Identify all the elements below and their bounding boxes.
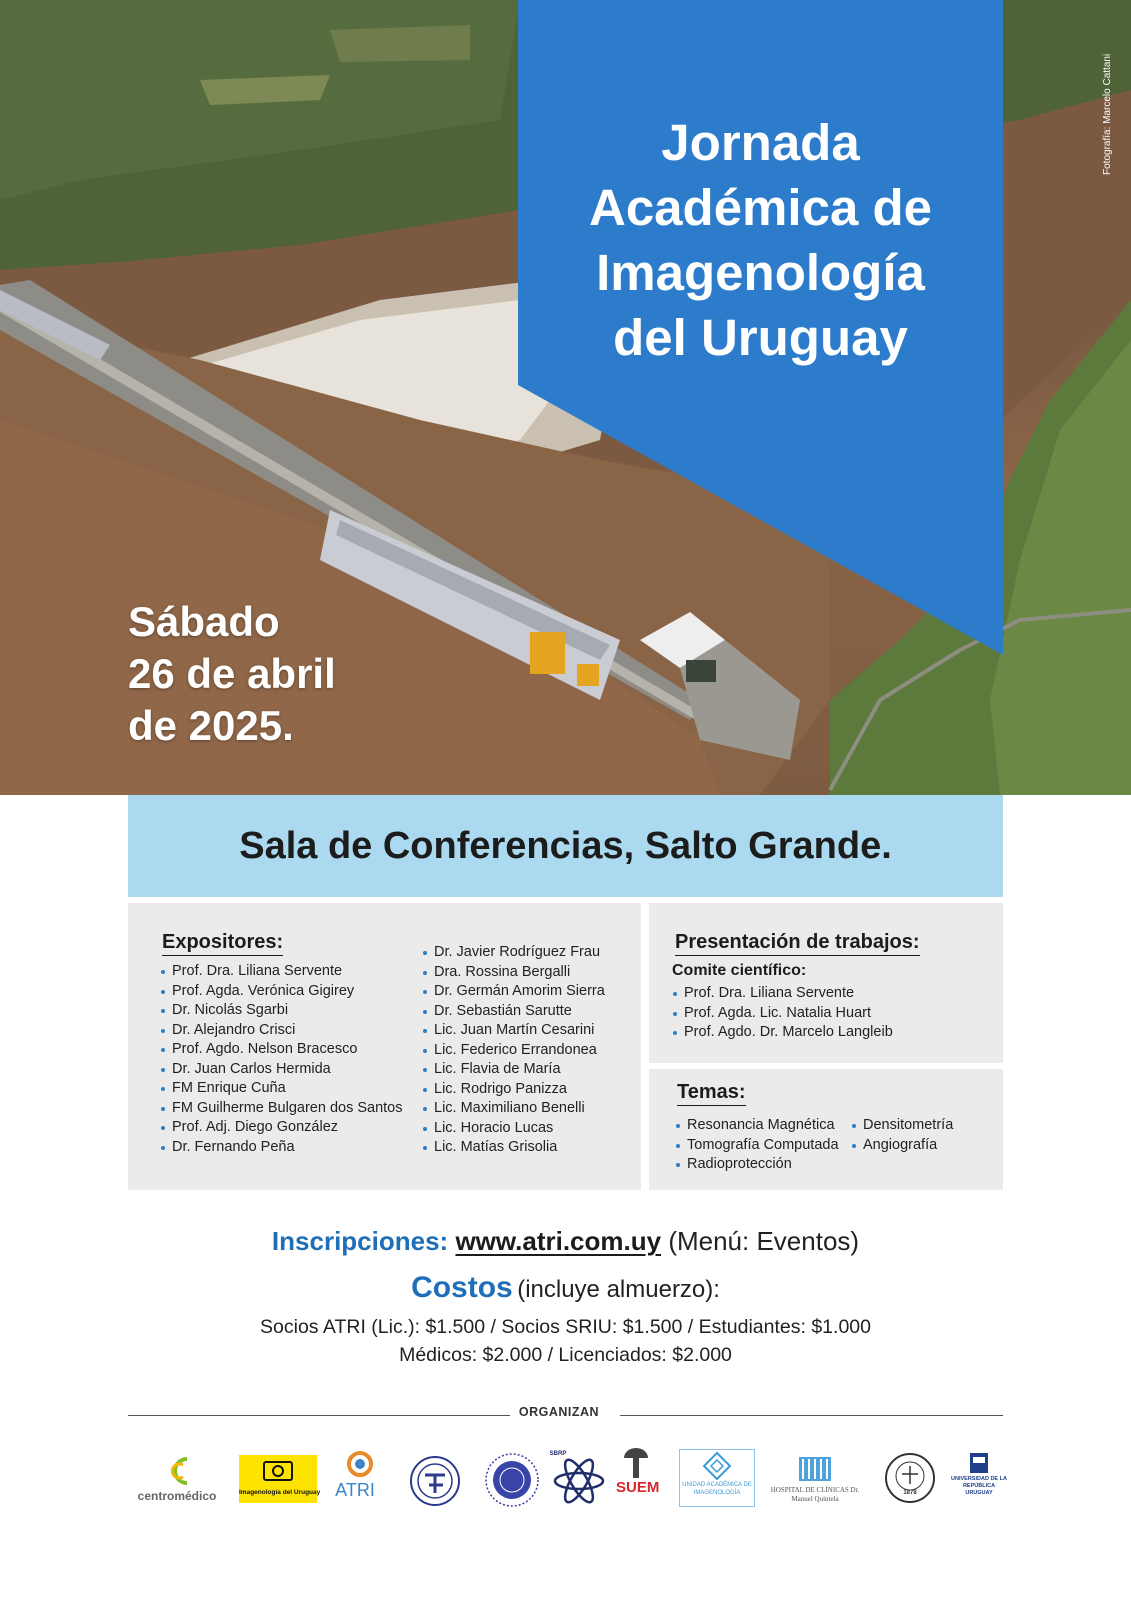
- hero-photo: [0, 0, 1131, 795]
- atom-icon: [548, 1449, 606, 1507]
- imagenologia-text: Imagenología del Uruguay: [239, 1489, 321, 1496]
- udelar-text: UNIVERSIDAD DE LA REPÚBLICA URUGUAY: [951, 1476, 1007, 1496]
- list-item: Prof. Agda. Verónica Gigirey: [160, 982, 403, 1002]
- list-item: Dr. Nicolás Sgarbi: [160, 1001, 403, 1021]
- unidad-academica-text: UNIDAD ACADÉMICA DE IMAGENOLOGÍA: [682, 1482, 752, 1496]
- seal-logo-2: [884, 1452, 936, 1506]
- seal-logo-1: [409, 1455, 461, 1507]
- list-item: Prof. Dra. Liliana Servente: [672, 984, 893, 1004]
- list-item: Lic. Matías Grisolia: [422, 1138, 605, 1158]
- event-title-line-3: Imagenología: [596, 244, 925, 301]
- list-item: Dr. Javier Rodríguez Frau: [422, 943, 605, 963]
- list-item: Prof. Agda. Lic. Natalia Huart: [672, 1004, 893, 1024]
- list-item: Lic. Juan Martín Cesarini: [422, 1021, 605, 1041]
- list-item: Lic. Federico Errandonea: [422, 1041, 605, 1061]
- costs-label: Costos: [411, 1271, 513, 1304]
- seal-year-text: 1878: [903, 1490, 917, 1496]
- event-title-line-2: Académica de: [588, 179, 932, 236]
- costs-line: [0, 1270, 1131, 1311]
- list-item: Dr. Juan Carlos Hermida: [160, 1060, 403, 1080]
- faculty-seal-icon: [884, 1452, 936, 1504]
- event-date-line-3: de 2025.: [128, 702, 294, 749]
- event-date-line-2: 26 de abril: [128, 650, 336, 697]
- list-item: Densitometría: [851, 1116, 953, 1136]
- temas-panel: [649, 1069, 1003, 1190]
- list-item: Lic. Flavia de María: [422, 1060, 605, 1080]
- presentacion-heading: Presentación de trabajos:: [675, 930, 920, 956]
- centromedico-icon: [127, 1455, 227, 1487]
- presentacion-panel: [649, 903, 1003, 1063]
- society-seal-icon: [409, 1455, 461, 1507]
- temas-list-2: [851, 1116, 953, 1155]
- list-item: Prof. Dra. Liliana Servente: [160, 962, 403, 982]
- list-item: Prof. Agdo. Nelson Bracesco: [160, 1040, 403, 1060]
- venue-text: Sala de Conferencias, Salto Grande.: [239, 824, 892, 867]
- suem-logo: [616, 1446, 660, 1510]
- suem-text: SUEM: [616, 1479, 660, 1496]
- costs-note: (incluye almuerzo):: [517, 1276, 720, 1303]
- list-item: Radioprotección: [675, 1155, 839, 1175]
- prices-line-1: Socios ATRI (Lic.): $1.500 / Socios SRIU: $1.500 / Estudiantes: $1.000: [260, 1316, 871, 1338]
- atri-logo: [332, 1448, 382, 1504]
- atom-logo: [548, 1449, 606, 1507]
- list-item: Prof. Agdo. Dr. Marcelo Langleib: [672, 1023, 893, 1043]
- registration-label: Inscripciones:: [271, 1226, 449, 1256]
- diamond-icon: [680, 1450, 754, 1480]
- venue-banner: [128, 795, 1003, 897]
- list-item: FM Enrique Cuña: [160, 1079, 403, 1099]
- list-item: Prof. Adj. Diego González: [160, 1118, 403, 1138]
- expositores-panel: [128, 903, 641, 1190]
- list-item: Dra. Rossina Bergalli: [422, 963, 605, 983]
- atri-text: ATRI: [335, 1480, 375, 1500]
- unidad-academica-logo: [679, 1449, 755, 1507]
- event-title-line-4: del Uruguay: [613, 309, 908, 366]
- list-item: Tomografía Computada: [675, 1136, 839, 1156]
- registration-menu-note: (Menú: Eventos): [668, 1226, 860, 1256]
- suem-icon: [616, 1446, 656, 1480]
- event-date: [128, 596, 336, 752]
- event-title-line-1: Jornada: [661, 114, 860, 171]
- list-item: Lic. Horacio Lucas: [422, 1119, 605, 1139]
- hospital-clinicas-logo: [765, 1455, 865, 1505]
- organizers-label: ORGANIZAN: [518, 1405, 600, 1419]
- udelar-logo: [951, 1451, 1007, 1507]
- expositores-list-2: [422, 943, 605, 1158]
- imagenologia-logo: [239, 1455, 321, 1503]
- atom-text: SBRP: [549, 1451, 567, 1457]
- list-item: Resonancia Magnética: [675, 1116, 839, 1136]
- divider-left: [128, 1415, 510, 1416]
- fisica-medica-logo: [483, 1449, 541, 1507]
- comite-list: [672, 984, 893, 1043]
- prices-line-2: Médicos: $2.000 / Licenciados: $2.000: [399, 1344, 732, 1366]
- expositores-list-1: [160, 962, 403, 1157]
- list-item: Lic. Maximiliano Benelli: [422, 1099, 605, 1119]
- registration-line: [0, 1224, 1131, 1258]
- temas-heading: Temas:: [677, 1080, 746, 1106]
- list-item: Lic. Rodrigo Panizza: [422, 1080, 605, 1100]
- divider-right: [620, 1415, 1003, 1416]
- list-item: FM Guilherme Bulgaren dos Santos: [160, 1099, 403, 1119]
- list-item: Dr. Alejandro Crisci: [160, 1021, 403, 1041]
- list-item: Angiografía: [851, 1136, 953, 1156]
- photo-credit: [1090, 40, 1113, 180]
- photo-credit-text: Fotografía: Marcelo Cattani: [1102, 53, 1113, 175]
- hospital-clinicas-text: HOSPITAL DE CLÍNICAS Dr. Manuel Quintela: [770, 1486, 860, 1503]
- hospital-building-icon: [765, 1455, 865, 1483]
- physics-seal-icon: [483, 1449, 541, 1507]
- temas-list-1: [675, 1116, 839, 1175]
- camera-icon: [239, 1455, 317, 1485]
- centromedico-logo: [127, 1455, 227, 1505]
- list-item: Dr. Fernando Peña: [160, 1138, 403, 1158]
- comite-subheading: Comite científico:: [672, 962, 807, 979]
- atri-icon: [332, 1448, 382, 1480]
- list-item: Dr. Sebastián Sarutte: [422, 1002, 605, 1022]
- list-item: Dr. Germán Amorim Sierra: [422, 982, 605, 1002]
- udelar-shield-icon: [951, 1451, 1007, 1475]
- centromedico-text: centromédico: [137, 1489, 217, 1503]
- event-title: [518, 110, 1003, 370]
- expositores-heading: Expositores:: [162, 930, 283, 956]
- registration-link[interactable]: www.atri.com.uy: [455, 1226, 662, 1256]
- event-date-line-1: Sábado: [128, 598, 280, 645]
